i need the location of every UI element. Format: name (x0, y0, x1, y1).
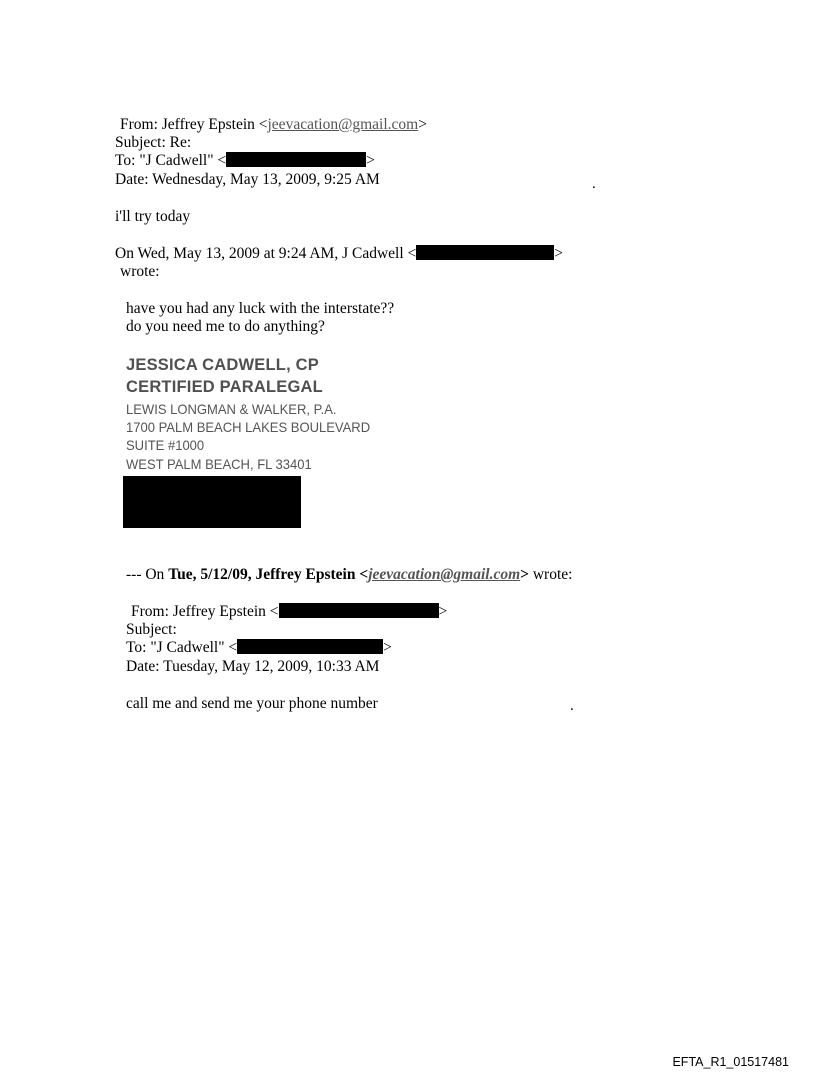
header-date: Date: Wednesday, May 13, 2009, 9:25 AM (115, 171, 380, 188)
quote1-intro: On Wed, May 13, 2009 at 9:24 AM, J Cadwell < > (115, 245, 564, 262)
signature-firm: LEWIS LONGMAN & WALKER, P.A. (126, 401, 337, 417)
redaction-block (123, 476, 301, 528)
signature-name: JESSICA CADWELL, CP (126, 356, 319, 374)
header-from: From: Jeffrey Epstein <jeevacation@gmail.com> (120, 116, 427, 133)
orig-to: To: "J Cadwell" < > (126, 639, 392, 656)
orig-subject: Subject: (126, 621, 177, 638)
orig-from: From: Jeffrey Epstein < > (131, 603, 448, 620)
header-subject: Subject: Re: (115, 134, 192, 151)
quote1-line1: have you had any luck with the interstate?? (126, 300, 395, 317)
redaction-block (279, 603, 439, 618)
redaction-block (226, 152, 366, 167)
quote2-email-link[interactable]: jeevacation@gmail.com (368, 566, 521, 583)
quote2-intro: --- On Tue, 5/12/09, Jeffrey Epstein <jeevacation@gmail.com> wrote: (126, 566, 573, 583)
signature-address3: WEST PALM BEACH, FL 33401 (126, 456, 312, 472)
reply-body: i'll try today (115, 208, 191, 225)
quote1-wrote: wrote: (120, 263, 160, 280)
quote1-line2: do you need me to do anything? (126, 318, 325, 335)
header-to: To: "J Cadwell" < > (115, 152, 375, 169)
orig-date: Date: Tuesday, May 12, 2009, 10:33 AM (126, 658, 380, 675)
stray-dot: . (592, 176, 596, 192)
signature-address2: SUITE #1000 (126, 437, 205, 453)
signature-address1: 1700 PALM BEACH LAKES BOULEVARD (126, 419, 371, 435)
redaction-block (416, 245, 554, 260)
stray-dot: . (570, 698, 574, 714)
redaction-block (237, 639, 383, 654)
orig-body: call me and send me your phone number (126, 695, 378, 712)
from-email-link[interactable]: jeevacation@gmail.com (267, 116, 419, 133)
signature-title: CERTIFIED PARALEGAL (126, 378, 323, 396)
document-id: EFTA_R1_01517481 (672, 1055, 789, 1069)
